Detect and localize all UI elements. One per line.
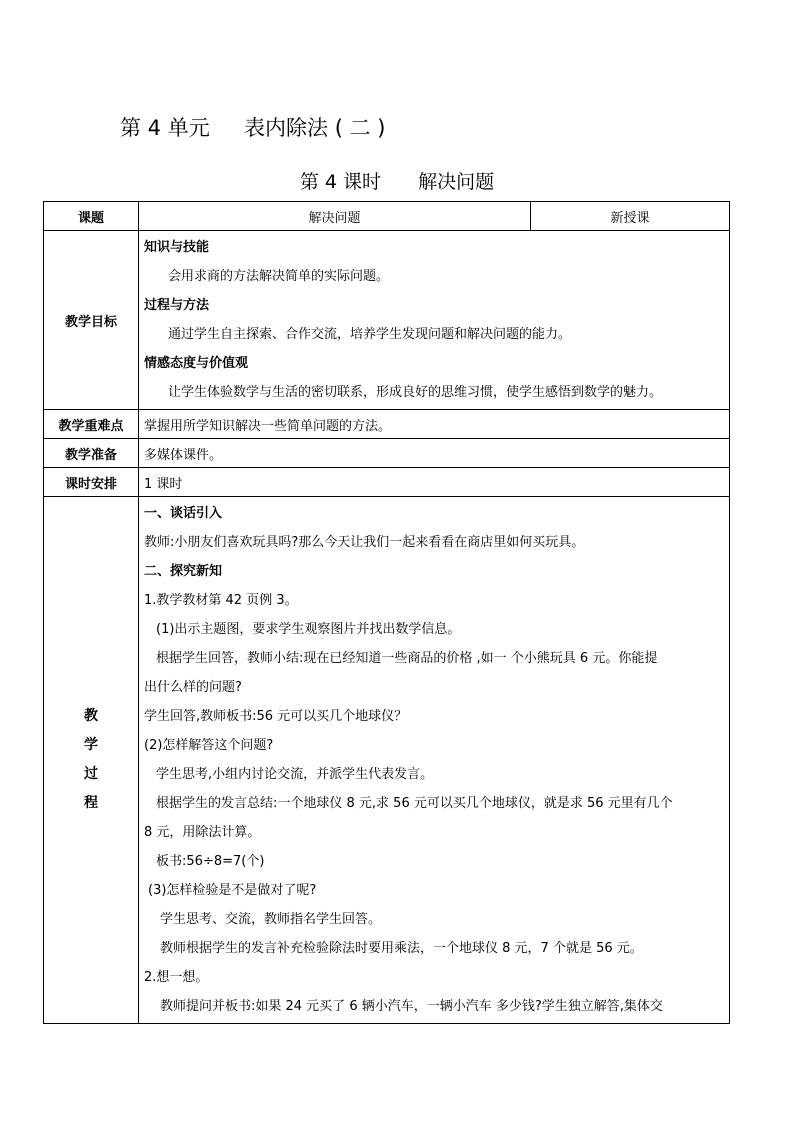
key-row: [44, 410, 730, 439]
goal-heading: 过程与方法: [144, 298, 210, 313]
schedule-row: [44, 468, 730, 497]
lesson-title: 第 4 课时 解决问题: [299, 171, 495, 193]
goal-text: 通过学生自主探索、合作交流，培养学生发现问题和解决问题的能力。: [168, 327, 572, 342]
process-line: 根据学生回答，教师小结:现在已经知道一些商品的价格 ,如一 个小熊玩具 6 元。你能提: [156, 651, 658, 666]
goal-text: 会用求商的方法解决简单的实际问题。: [168, 269, 390, 284]
goal-heading: 知识与技能: [144, 240, 210, 255]
section-heading: 二、探究新知: [144, 564, 223, 579]
process-label-char: 程: [84, 795, 98, 811]
process-line: (3)怎样检验是不是做对了呢?: [148, 883, 317, 898]
process-line: 8 元，用除法计算。: [144, 825, 261, 840]
process-line: 学生思考、交流，教师指名学生回答。: [160, 912, 382, 927]
process-line: (2)怎样解答这个问题?: [144, 738, 274, 753]
unit-title: 第 4 单元 表内除法 ( 二 ): [120, 116, 386, 140]
section-heading: 一、谈话引入: [144, 506, 223, 521]
topic-row: [44, 202, 730, 231]
prep-value: 多媒体课件。: [139, 439, 730, 468]
process-row: [44, 497, 730, 1024]
process-line: 1.教学教材第 42 页例 3。: [144, 593, 298, 608]
key-label: 教学重难点: [44, 410, 139, 439]
process-content: [139, 497, 730, 1024]
process-line: (1)出示主题图，要求学生观察图片并找出数学信息。: [156, 622, 461, 637]
process-line: 学生回答,教师板书:56 元可以买几个地球仪？: [144, 709, 408, 724]
goal-heading: 情感态度与价值观: [144, 356, 249, 371]
goals-row: [44, 231, 730, 410]
goals-label: 教学目标: [44, 231, 139, 410]
process-label-char: 过: [84, 766, 98, 782]
process-line: 学生思考,小组内讨论交流，并派学生代表发言。: [156, 767, 434, 782]
process-line: 出什么样的问题?: [144, 680, 242, 695]
goals-content: [139, 231, 730, 410]
key-value: 掌握用所学知识解决一些简单问题的方法。: [139, 410, 730, 439]
process-label: [44, 497, 139, 1024]
process-label-char: 教: [84, 708, 98, 724]
process-line: 教师提问并板书:如果 24 元买了 6 辆小汽车，一辆小汽车 多少钱?学生独立解答,集体交: [160, 999, 663, 1014]
process-label-char: 学: [84, 737, 98, 753]
process-line: 2.想一想。: [144, 970, 209, 985]
process-line: 教师:小朋友们喜欢玩具吗?那么今天让我们一起来看看在商店里如何买玩具。: [144, 535, 585, 550]
lesson-type: 新授课: [531, 202, 730, 231]
prep-label: 教学准备: [44, 439, 139, 468]
process-line: 板书:56÷8=7(个): [156, 854, 265, 869]
topic-label: 课题: [44, 202, 139, 231]
process-line: 教师根据学生的发言补充检验除法时要用乘法，一个地球仪 8 元，7 个就是 56 元。: [160, 941, 643, 956]
schedule-value: 1 课时: [139, 468, 730, 497]
lesson-plan-table: [43, 201, 730, 1024]
process-line: 根据学生的发言总结:一个地球仪 8 元,求 56 元可以买几个地球仪，就是求 56 元里有几个: [156, 796, 673, 811]
topic-value: 解决问题: [139, 202, 531, 231]
goal-text: 让学生体验数学与生活的密切联系，形成良好的思维习惯，使学生感悟到数学的魅力。: [168, 385, 663, 400]
schedule-label: 课时安排: [44, 468, 139, 497]
prep-row: [44, 439, 730, 468]
